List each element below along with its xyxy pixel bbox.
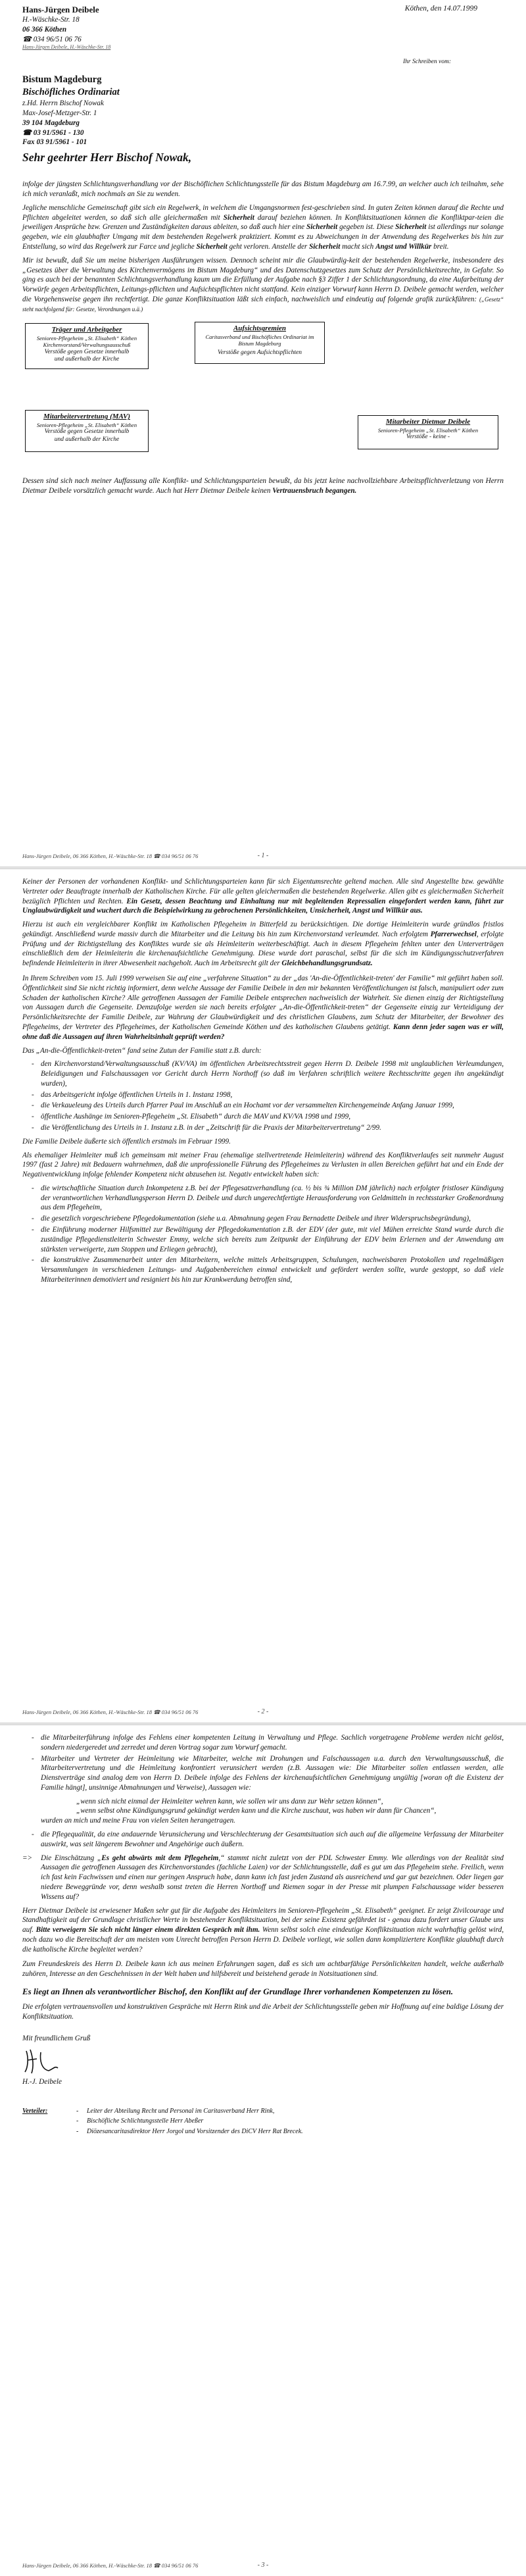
emphasis-sicherheit: Sicherheit — [223, 213, 254, 222]
emphasis-gleichbehandlung: Gleichbehandlungsgrundsatz. — [281, 959, 373, 968]
box-traeger-arbeitgeber — [25, 323, 149, 369]
letter-page-2 — [0, 869, 526, 1723]
text-run: darauf beziehen können. In Konfliktsituationen können die Konfliktpar-teien die jeweiligen Ansprüche bzw. Grenzen und Zuständigkeiten daraus ableiten, so daß auch hier eine — [22, 213, 504, 232]
quote-2: „wenn selbst ohne Kündigungsgrund gekündigt werden kann und die Kirche zuschaut, was haben wir dann für Chancen“, — [76, 1807, 437, 1815]
conclusion-arrow-item — [22, 1854, 504, 1902]
text-run: Hierzu ist auch ein vergleichbarer Konflikt im Katholischen Pflegeheim in Bitterfeld zu berücksichtigen. Die dortige Heimleiterin wurde gründlos fristlos gekündigt. Anschließend wurde massiv durch die Mitarbeiter und die Leitung bis hin zum Kirchenvorstand verleumdet. Nach erfolgtem — [22, 921, 504, 938]
text-run: geht verloren. Anstelle der — [227, 243, 310, 251]
box-text: und außerhalb der Kirche — [54, 436, 120, 443]
text-run: , erfolgte Prüfung und der Richtigstellung des Konfliktes wurde sie als Heimleiterin weiterbeschäftigt. Auch in diesem Pflegeheim fehlten unter den Unterverträgen einschließlich dem der Heimleiterin die kirchenaufsichtliche Genehmigung. Diese wurde dort paraschal, selbst für die sich im Kündigungsschutzverfahren befindende Heimleiterin in ihrer Abwesenheit nachgeholt. Auch im Arbeitsrecht gilt der — [22, 930, 504, 968]
arrow-right-icon: => — [22, 1854, 33, 1862]
emphasis-quote: Es geht abwärts mit dem Pflegeheim — [101, 1854, 219, 1862]
list-item: - das Arbeitsgericht infolge öffentlichen Urteils in 1. Instanz 1998, — [32, 1090, 504, 1100]
list-item: - die Pflegequalität, da eine andauernde Verunsicherung und Verschlechterung der Gesamtsituation sich auch auf die allgemeine Verfassung der Mitarbeiter auswirkt, was seit längerem Bewohner und Angehörige auch äußern. — [32, 1830, 504, 1850]
box-text: Verstöße gegen Gesetze innerhalb — [44, 428, 130, 436]
list-item: - Mitarbeiter und Vertreter der Heimleitung wie Mitarbeiter, welche mit Drohungen und Falschaussagen u.a. durch den Verwaltungsausschuß, die Mitarbeitervertretung und die Heimleitung konfrontiert verunsichert werden (z.B. Aussagen wie: Die Mitarbeiter sollen entlassen werden, alle Dienstverträge sind analog dem von Herrn D. Deibele infolge des Fehlens der kirchenaufsichtlichen Genehmigung ungültig [woran oft die Existenz der Familie hängt], unsinnige Abmahnungen und Verweise), Aussagen wie: — [32, 1754, 504, 1793]
list-negative-developments-cont — [22, 1733, 504, 1793]
text-run: macht sich — [340, 243, 376, 251]
list-item: - öffentliche Aushänge im Senioren-Pflegeheim „St. Elisabeth“ durch die MAV und KV/VA 1998 und 1999, — [32, 1112, 504, 1122]
paragraph-2 — [22, 203, 504, 252]
emphasis-question: Kann denn jeder sagen was er will, ohne daß die Aussagen auf ihren Wahrheitsinhalt geprüft werden? — [22, 1023, 504, 1041]
box-text: Verstöße - keine - — [406, 434, 450, 441]
recipient-tel — [22, 128, 504, 138]
list-item: - die Verkaueleung des Urteils durch Pfarrer Paul im Anschluß an ein Hochamt vor der versammelten Kirchengemeinde Anfang Januar 1999, — [32, 1101, 504, 1111]
text-run: breit. — [431, 243, 449, 251]
text-run: Keiner der Personen der vorhandenen Konflikt- und Schlichtungsparteien kann für sich Eigentumsrechte geltend machen. Alle sind Angestellte bzw. gewählte Vertreter oder Beauftragte innerhalb der Katholischen Kirche. Für alle gelten gleichermaßen die bestehenden Regelwerke. Allen gibt es gleichermaßen Sicherheit bezüglich Pflichten und Rechten. — [22, 878, 504, 905]
sender-phone-number: 034 96/51 06 76 — [33, 35, 82, 43]
box-text: und außerhalb der Kirche — [54, 356, 120, 363]
recipient-tel-number: 03 91/5961 - 130 — [33, 128, 84, 137]
reference-field: Ihr Schreiben vom: — [403, 58, 451, 65]
text-run: Mir ist bewußt, daß Sie um meine bisherigen Ausführungen wissen. Dennoch scheint mir die Glaubwürdig-keit der bestehenden Regelwerke, insbesondere des „Gesetzes über die Verwaltung des Kirchenvermögens im Bistum Magdeburg“ und des Datenschutzgesetzes zum Schutz der Persönlichkeitsrechte, in Gefahr. So ging es auch bei der benannten Schlichtungsverhandlung kaum um die Erfüllung der Aufgabe nach §3 Ziffer 1 der Schlichtungsordnung, da eine Aufarbeitung der Vorwürfe gegen Arbeitspflichten, Leitungs-pflichten und Aufsichtspflichten nicht stattfand. Kein einziger Vorwurf kann Herrn D. Deibele gemacht werden, welcher die Vorgehensweise gegen ihn rechtfertigt. Die ganze Konfliktsituation läßt sich einfach, nachweislich und eindeutig auf folgende grafik zurückführen: — [22, 256, 504, 303]
list-item: - die Mitarbeiterführung infolge des Fehlens einer kompetenten Leitung in Verwaltung und Pflege. Sachlich vorgetragene Probleme werden nicht gelöst, sondern niedergeredet und zerredet und deren Vortrag sogar zum Vorwurf gemacht. — [32, 1733, 504, 1753]
recipient-line-4: Max-Josef-Metzger-Str. 1 — [22, 109, 97, 118]
list-negative-developments — [22, 1184, 504, 1285]
signer-name: H.-J. Deibele — [22, 2078, 62, 2086]
text-run: gegeben ist. Diese — [337, 223, 396, 232]
letter-page-1 — [0, 0, 526, 867]
emphasis-pfarrerwechsel: Pfarrerwechsel — [430, 930, 477, 938]
paragraph-8: Das „An-die-Öffentlichkeit-treten“ fand seine Zutun der Familie statt z.B. durch: — [22, 1046, 262, 1055]
paragraph-5 — [22, 877, 504, 916]
list-item: - den Kirchenvorstand/Verwaltungsausschuß (KV/VA) im öffentlichen Arbeitsrechtsstreit gegen Herrn D. Deibele 1998 mit unglaublichen Verleumdungen, Beleidigungen und Falschaussagen vor Gericht durch Herrn Northoff (so daß im Verfahren schriftlich weitere Rechtsschritte gegen ihn angekündigt wurden), — [32, 1059, 504, 1088]
list-public-statements — [22, 1059, 504, 1132]
box-text: Verstöße gegen Gesetze innerhalb — [44, 348, 130, 355]
paragraph-7 — [22, 974, 504, 1042]
text-run: Jegliche menschliche Gemeinschaft gibt sich ein Regelwerk, in welchem die Umgangsnormen fest-geschrieben sind. In guten Zeiten können darauf die Rechte und Pflichten abgeleitet werden, so daß sich alle gleichermaßen mit — [22, 203, 504, 222]
box-subtitle: Senioren-Pflegeheim „St. Elisabeth“ Köthen — [36, 334, 137, 341]
page-number: - 1 - — [257, 851, 269, 859]
recipient-fax: Fax 03 91/5961 - 101 — [22, 138, 87, 147]
footer-address: Hans-Jürgen Deibele, 06 366 Köthen, H.-Wäschke-Str. 18 ☎ 034 96/51 06 76 — [22, 1708, 199, 1715]
paragraph-6 — [22, 920, 504, 969]
text-run: ist allerdings nur solange gegeben, wie ein glaubhafter Umgang mit dem bestehenden Regelwerk praktiziert. Kommt es zu Abweichungen in der Anwendung des Regelwerkes bis hin zur Entstellung, so wird das Regelwerk zur Farce und jegliche — [22, 223, 504, 251]
distribution-item: - Diözesancaritasdirektor Herr Jorgol und Vorsitzender des DiCV Herr Rat Brecek. — [76, 2127, 504, 2136]
paragraph-11 — [22, 1906, 504, 1955]
sender-street: H.-Wäschke-Str. 18 — [22, 16, 80, 24]
box-mitarbeitervertretung — [25, 410, 149, 452]
distribution-label: Verteiler: — [22, 2108, 48, 2115]
box-title: Aufsichtsgremien — [233, 324, 287, 333]
distribution-item: - Bischöfliche Schlichtungsstelle Herr Abeßer — [76, 2117, 504, 2125]
list-item: - die Veröffentlichung des Urteils in 1. Instanz z.B. in der „Zeitschrift für die Praxis der Mitarbeitervertretung“ 2/99. — [32, 1123, 504, 1133]
conflict-diagram — [22, 318, 504, 472]
quote-tail: wurden an mich und meine Frau von vielen Seiten herangetragen. — [41, 1817, 235, 1825]
box-text: Verstöße gegen Aufsichtspflichten — [217, 349, 302, 356]
distribution-item: - Leiter der Abteilung Recht und Personal im Caritasverband Herr Rink, — [76, 2107, 504, 2115]
page-number: - 2 - — [257, 1707, 269, 1715]
key-statement: Es liegt an Ihnen als verantwortlicher Bischof, den Konflikt auf der Grundlage Ihrer vorhandenen Kompetenzen zu lösen. — [22, 1986, 454, 1996]
box-aufsichtsgremien — [195, 322, 325, 364]
paragraph-3 — [22, 256, 504, 315]
emphasis-vertrauensbruch: Vertrauensbruch begangen. — [272, 487, 357, 495]
signature-image — [22, 2046, 504, 2076]
paragraph-4 — [22, 476, 504, 496]
emphasis-sicherheit: Sicherheit — [395, 223, 427, 232]
distribution-list — [22, 2107, 504, 2136]
return-address-line: Hans-Jürgen Deibele, H.-Wäschke-Str. 18 — [22, 44, 111, 50]
box-title: Mitarbeitervertretung (MAV) — [43, 413, 131, 421]
page-number: - 3 - — [257, 2561, 269, 2569]
list-quality — [22, 1830, 504, 1850]
list-item: - die konstruktive Zusammenarbeit unter den Mitarbeitern, welche mittels Arbeitsgruppen, Schulungen, nachweisbaren Protokollen und regelmäßigen Versammlungen in verschiedenen Leitungs- und Aufgabenbereichen einmal entwickelt und gefördert werden sollte, wurde gestoppt, so daß viele Mitarbeiterinnen demotiviert und resigniert bis hin zur Krankwerdung betroffen sind, — [32, 1255, 504, 1284]
box-title: Mitarbeiter Dietmar Deibele — [385, 418, 471, 426]
quote-1: „wenn sich nicht einmal der Heimleiter wehren kann, wie sollen wir uns dann zur Wehr setzen können“, — [76, 1797, 383, 1806]
paragraph-1: infolge der jüngsten Schlichtungsverhandlung vor der Bischöflichen Schlichtungsstelle für das Bistum Magdeburg am 16.7.99, an welcher auch ich teilnahm, sehe ich mich veranlaßt, mich nochmals an Sie zu wenden. — [22, 180, 504, 199]
salutation: Sehr geehrter Herr Bischof Nowak, — [22, 151, 192, 164]
sender-city: 06 366 Köthen — [22, 25, 67, 34]
recipient-line-2: Bischöfliches Ordinariat — [22, 87, 120, 98]
text-run: Wenn selbst solch eine eindeutige Konfliktsituation nicht wahrhaftig gelöst wird, noch dazu wo die Bereitschaft der am meisten vom Unrecht betroffen Person Herrn D. Deibele vorliegt, wie sollen dann kompliziertere Konflikte glaubhaft durch die katholische Kirche begleitet werden? — [22, 1926, 504, 1954]
emphasis-statement: Ein Gesetz, dessen Beachtung und Einhaltung nur mit begleitenden Repressalien eingefordert werden kann, führt zur Unglaubwürdigkeit und wuchert durch die Beispielwirkung zu gebrochenen Persönlichkeiten, Unsicherheit, Angst und Willkür aus. — [22, 897, 504, 915]
text-run: Die Einschätzung „ — [41, 1854, 102, 1862]
text-run: In Ihrem Schreiben vom 15. Juli 1999 verweisen Sie auf eine „verfahrene Situation“ zu der „das 'An-die-Öffentlichkeit-treten' der Familie“ mit geführt haben soll. Öffentlichkeit sind Sie nicht richtig informiert, denn welche Aussage der Familie Deibele in den mir bekannten Veröffentlichungen ist falsch, manipuliert oder zum Schaden der katholischen Kirche? Alle getroffenen Aussagen der Familie Deibele entsprechen nachweislich der Wahrheit. Sie dienen einzig der Richtigstellung von Aussagen durch die Gegenseite. Demzufolge werden sie nach bereits erfolgter „An-die-Öffentlichkeit-treten“ der Gegenseite einzig zur Verteidigung der Persönlichkeitsrechte der Familie Deibele, zur Wahrung der Glaubwürdigkeit und des christlichen Glaubens, zum Schutz der Mitarbeiter, der Bewohner des Pflegeheims, der Vertreter des Pflegeheimes, der Katholischen Gemeinde Köthen und des katholischen Glaubens getätigt. — [22, 974, 504, 1031]
phone-icon: ☎ — [22, 128, 34, 137]
emphasis-sicherheit: Sicherheit — [309, 243, 341, 251]
recipient-line-5: 39 104 Magdeburg — [22, 118, 80, 127]
phone-icon: ☎ — [22, 35, 34, 43]
recipient-line-3: z.Hd. Herrn Bischof Nowak — [22, 99, 104, 108]
closing: Mit freundlichem Gruß — [22, 2034, 91, 2042]
emphasis-angst-willkuer: Angst und Willkür — [375, 243, 432, 251]
box-title: Träger und Arbeitgeber — [51, 326, 122, 334]
recipient-line-1: Bistum Magdeburg — [22, 74, 102, 86]
recipient-address — [22, 74, 504, 147]
emphasis-sicherheit: Sicherheit — [306, 223, 338, 232]
list-item: - die Einführung moderner Hilfsmittel zur Bewältigung der Pflegedokumentation z.B. der EDV (der gute, mit viel Mühen erreichte Stand wurde durch die zuständige Pflegedienstleiterin Schwester Emmy, welche sich bereits zum Zeitpunkt der Einführung der EDV beim Erlernen und der Anwendung am stärksten verweigerte, zum Stoppen und Erliegen gebracht), — [32, 1225, 504, 1254]
list-item: - die wirtschaftliche Situation durch Inkompetenz z.B. bei der Pflegesatzverhandlung (ca. ½ bis ¾ Million DM jährlich) nach erfolgter fristloser Kündigung der verantwortlichen Verhandlungsperson Herrn D. Deibele und durch ungerechtfertigte Herausforderung von Geldmitteln in rechtsstarker Großenordnung aus dem Pflegeheim, — [32, 1184, 504, 1213]
text-run: ,“ stammt nicht zuletzt von der PDL Schwester Emmy. Wie allerdings von der Realität sind Aussagen die getroffenen Aussagen des Kirchenvorstandes (fachliche Laien) vor der Schlichtungsstelle, daß es gut um das Pflegeheim stehe. Freilich, wenn ich fast kein Fachwissen und einen nur geringen Anspruch habe, dann kann ich fast jeden Zustand als ausreichend und gar gut bezeichnen. Oder liegen gar niedere Beweggründe vor, denn weshalb sonst treten die Herren Northoff und Riemen sogar in der Presse mit plumpen Falschaussage wider besseren Wissens auf? — [41, 1854, 504, 1901]
emphasis-sicherheit: Sicherheit — [196, 243, 227, 251]
letter-date: Köthen, den 14.07.1999 — [404, 5, 477, 13]
definition-note: („Gesetz“ steht nachfolgend für: Gesetze, Verordnungen u.ä.) — [22, 295, 504, 313]
paragraph-10: Als ehemaliger Heimleiter muß ich gemeinsam mit meiner Frau (ehemalige stellvertretende Heimleiterin) während des Konfliktverlaufes seit nunmehr August 1997 (fast 2 Jahre) mit Bedauern wahrnehmen, daß die unprofessionelle Führung des Pflegeheimes zu Verlusten in allen Bereichen geführt hat und ein Ende der Negativentwicklung infolge fehlender Kompetenz nicht abzusehen ist. Negativ entwickelt haben sich: — [22, 1151, 504, 1179]
paragraph-12: Zum Freundeskreis des Herrn D. Deibele kann ich aus meinen Erfahrungen sagen, daß es sich um achtbarfähige Persönlichkeiten handelt, welche außerhalb zuhören, Interesse an den Geschehnissen in der Welt haben und hilfsbereit und beistehend gerade in Notsituationen sind. — [22, 1960, 504, 1979]
letter-page-3 — [0, 1725, 526, 2576]
sender-name: Hans-Jürgen Deibele — [22, 5, 99, 14]
emphasis-request: Bitte verweigern Sie sich nicht länger einem direkten Gespräch mit ihm. — [36, 1926, 260, 1934]
footer-address: Hans-Jürgen Deibele, 06 366 Köthen, H.-Wäschke-Str. 18 ☎ 034 96/51 06 76 — [22, 852, 199, 859]
list-item: - die gesetzlich vorgeschriebene Pflegedokumentation (siehe u.a. Abmahnung gegen Frau Bernadette Deibele und ihrer Widerspruchsbegründung), — [32, 1214, 504, 1224]
letterhead — [22, 4, 504, 43]
box-subtitle: Caritasverband und Bischöfliches Ordinariat im Bistum Magdeburg — [205, 333, 314, 347]
box-subtitle: Senioren-Pflegeheim „St. Elisabeth“ Köthen — [36, 421, 137, 428]
box-mitarbeiter-deibele — [358, 415, 498, 449]
paragraph-13: Die erfolgten vertrauensvollen und konstruktiven Gespräche mit Herrn Rink und die Arbeit der Schlichtungsstelle geben mir Hoffnung auf eine baldige Lösung der Konfliktsituation. — [22, 2003, 504, 2021]
text-run: Dessen sind sich nach meiner Auffassung alle Konflikt- und Schlichtungsparteien bewußt, da bis jetzt keine nachvollziehbare Arbeitspflichtverletzung von Herrn Dietmar Deibele vorsätzlich gemacht wurde. Auch hat Herr Dietmar Deibele keinen — [22, 477, 504, 495]
box-subtitle: Senioren-Pflegeheim „St. Elisabeth“ Köthen — [377, 426, 479, 434]
signature-scribble — [22, 2046, 62, 2076]
box-subtitle: Kirchenvorstand/Verwaltungsausschuß — [43, 341, 131, 349]
sender-phone — [22, 35, 504, 45]
text-run: Herr Dietmar Deibele ist erwiesener Maßen sehr gut für die Aufgabe des Heimleiters im Senioren-Pflegeheim „St. Elisabeth“ geeignet. Er zeigt Zivilcourage und Standhaftigkeit auf der Grundlage christlicher Werte in bestehender Konfliktsituation, bei der seine Existenz gefährdet ist - genau dazu fordert unser Glaube uns auf. — [22, 1906, 504, 1934]
footer-address: Hans-Jürgen Deibele, 06 366 Köthen, H.-Wäschke-Str. 18 ☎ 034 96/51 06 76 — [22, 2562, 199, 2569]
paragraph-9: Die Familie Deibele äußerte sich öffentlich erstmals im Februar 1999. — [22, 1137, 231, 1146]
